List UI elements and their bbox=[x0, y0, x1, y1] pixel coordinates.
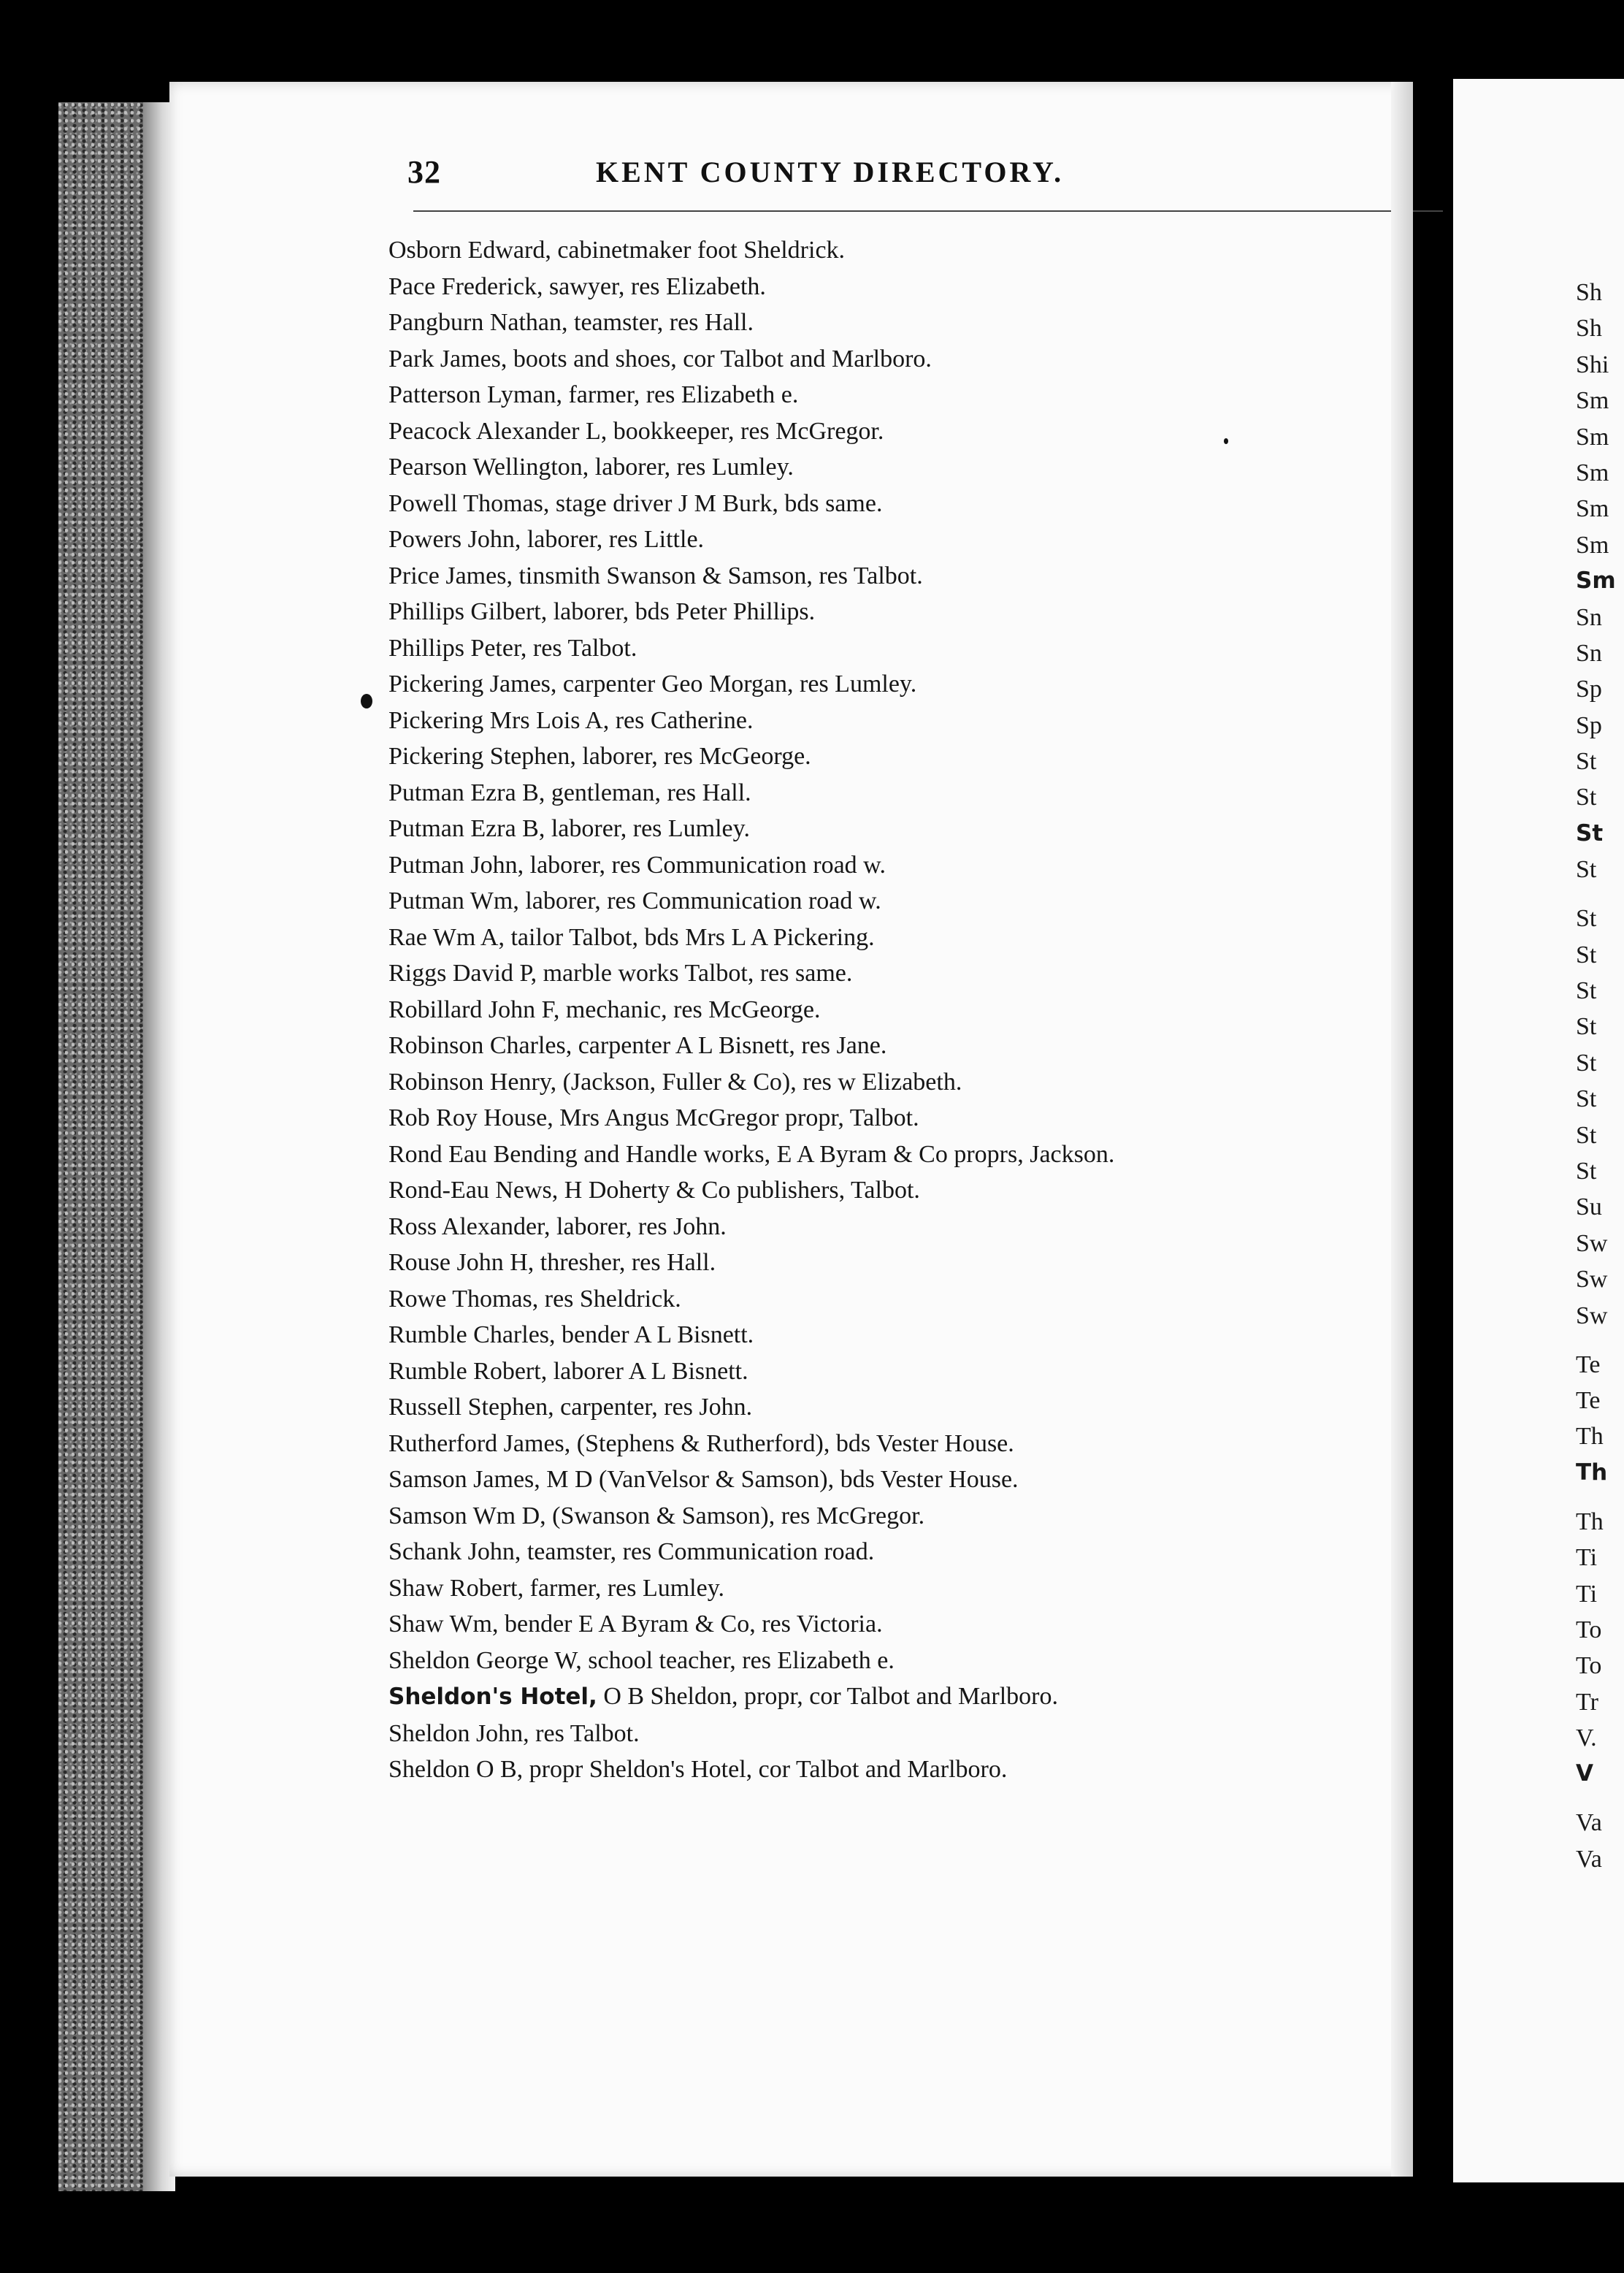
entry-text: Robinson Charles, carpenter A L Bisnett, res Jane. bbox=[388, 1032, 887, 1059]
directory-entries bbox=[388, 232, 1462, 1788]
directory-entry bbox=[388, 341, 1462, 378]
entry-text: Phillips Peter, res Talbot. bbox=[388, 634, 637, 662]
facing-page-fragment-line: Va bbox=[1576, 1809, 1602, 1837]
running-head: KENT COUNTY DIRECTORY. bbox=[596, 156, 1065, 188]
facing-page-fragment-line: Sn bbox=[1576, 603, 1602, 631]
entry-bold-name: Sheldon's Hotel, bbox=[388, 1684, 597, 1710]
directory-entry bbox=[388, 920, 1462, 956]
directory-entry bbox=[388, 1136, 1462, 1173]
entry-text: Park James, boots and shoes, cor Talbot and Marlboro. bbox=[388, 345, 932, 373]
facing-page-fragment-line: Sm bbox=[1576, 459, 1609, 486]
directory-entry bbox=[388, 847, 1462, 884]
directory-entry bbox=[388, 232, 1462, 269]
entry-text: Riggs David P, marble works Talbot, res same. bbox=[388, 960, 853, 987]
facing-page-fragment-line: St bbox=[1576, 784, 1597, 811]
directory-entry bbox=[388, 1426, 1462, 1462]
facing-page-fragment-line: Sw bbox=[1576, 1302, 1608, 1329]
facing-page-fragment-line: V. bbox=[1576, 1724, 1597, 1752]
entry-text: O B Sheldon, propr, cor Talbot and Marlboro. bbox=[603, 1683, 1058, 1710]
facing-page-fragment-line: St bbox=[1576, 905, 1597, 933]
entry-text: Rob Roy House, Mrs Angus McGregor propr, Talbot. bbox=[388, 1104, 919, 1131]
directory-entry bbox=[388, 1100, 1462, 1136]
directory-entry bbox=[388, 883, 1462, 920]
facing-page-fragment-line: Ti bbox=[1576, 1580, 1598, 1608]
directory-entry bbox=[388, 1209, 1462, 1245]
facing-page-fragment-line: St bbox=[1576, 1121, 1597, 1149]
entry-text: Rouse John H, thresher, res Hall. bbox=[388, 1249, 716, 1276]
facing-page-fragment-line: To bbox=[1576, 1652, 1602, 1680]
entry-text: Rond Eau Bending and Handle works, E A Byram & Co proprs, Jackson. bbox=[388, 1140, 1115, 1168]
facing-page-fragment-line: St bbox=[1576, 856, 1597, 884]
directory-entry bbox=[388, 955, 1462, 992]
entry-text: Sheldon O B, propr Sheldon's Hotel, cor Talbot and Marlboro. bbox=[388, 1756, 1008, 1783]
facing-page-fragment-line: St bbox=[1576, 1049, 1597, 1077]
directory-entry bbox=[388, 1716, 1462, 1752]
directory-entry bbox=[388, 522, 1462, 558]
facing-page-fragment-line: St bbox=[1576, 977, 1597, 1005]
facing-page-fragment bbox=[1453, 79, 1624, 2182]
facing-page-fragment-line: Th bbox=[1576, 1508, 1604, 1535]
directory-entry bbox=[388, 703, 1462, 739]
directory-entry bbox=[388, 449, 1462, 486]
facing-page-fragment-line: Sp bbox=[1576, 676, 1602, 703]
entry-text: Pangburn Nathan, teamster, res Hall. bbox=[388, 309, 754, 336]
ink-speck bbox=[1224, 438, 1228, 444]
directory-entry bbox=[388, 1064, 1462, 1101]
facing-page-fragment-line: St bbox=[1576, 1013, 1597, 1041]
entry-text: Pearson Wellington, laborer, res Lumley. bbox=[388, 454, 794, 481]
entry-text: Patterson Lyman, farmer, res Elizabeth e. bbox=[388, 381, 799, 408]
facing-page-fragment-line: Sm bbox=[1576, 387, 1609, 415]
entry-text: Phillips Gilbert, laborer, bds Peter Phillips. bbox=[388, 598, 816, 625]
entry-text: Peacock Alexander L, bookkeeper, res McGregor. bbox=[388, 417, 884, 445]
facing-page-fragment-line: Sh bbox=[1576, 279, 1602, 306]
directory-entry bbox=[388, 666, 1462, 703]
entry-text: Pace Frederick, sawyer, res Elizabeth. bbox=[388, 272, 766, 300]
facing-page-fragment-line: Sh bbox=[1576, 315, 1602, 343]
facing-page-entries bbox=[1576, 275, 1616, 1877]
entry-text: Pickering Stephen, laborer, res McGeorge. bbox=[388, 743, 811, 770]
entry-text: Pickering James, carpenter Geo Morgan, res Lumley. bbox=[388, 671, 917, 698]
directory-entry bbox=[388, 1317, 1462, 1353]
directory-entry bbox=[388, 1172, 1462, 1209]
facing-page-fragment-line: Su bbox=[1576, 1193, 1602, 1221]
facing-page-fragment-line: Sm bbox=[1576, 531, 1609, 559]
entry-text: Samson James, M D (VanVelsor & Samson), bds Vester House. bbox=[388, 1466, 1019, 1493]
directory-entry bbox=[388, 1353, 1462, 1390]
directory-entry bbox=[388, 558, 1462, 595]
directory-page bbox=[169, 82, 1411, 2177]
facing-page-fragment-line: V bbox=[1576, 1760, 1593, 1787]
facing-page-fragment-line: Va bbox=[1576, 1845, 1602, 1873]
entry-text: Powers John, laborer, res Little. bbox=[388, 526, 705, 553]
directory-entry bbox=[388, 486, 1462, 522]
directory-entry bbox=[388, 1245, 1462, 1281]
entry-text: Powell Thomas, stage driver J M Burk, bds same. bbox=[388, 489, 883, 517]
facing-page-fragment-line: Sn bbox=[1576, 639, 1602, 667]
directory-entry bbox=[388, 1534, 1462, 1570]
entry-text: Putman John, laborer, res Communication road w. bbox=[388, 851, 886, 879]
directory-entry bbox=[388, 1498, 1462, 1535]
directory-entry bbox=[388, 630, 1462, 667]
facing-page-fragment-line: Sm bbox=[1576, 423, 1609, 451]
entry-text: Sheldon George W, school teacher, res Elizabeth e. bbox=[388, 1646, 895, 1674]
facing-page-fragment-line: St bbox=[1576, 1085, 1597, 1113]
page-fold-shadow bbox=[1391, 82, 1413, 2177]
entry-text: Price James, tinsmith Swanson & Samson, res Talbot. bbox=[388, 562, 923, 589]
directory-entry bbox=[388, 413, 1462, 450]
directory-entry bbox=[388, 1389, 1462, 1426]
facing-page-fragment-line: Sm bbox=[1576, 495, 1609, 523]
directory-entry bbox=[388, 992, 1462, 1028]
directory-entry bbox=[388, 811, 1462, 847]
entry-text: Rae Wm A, tailor Talbot, bds Mrs L A Pickering. bbox=[388, 923, 875, 951]
facing-page-fragment-line: To bbox=[1576, 1616, 1602, 1643]
entry-text: Rond-Eau News, H Doherty & Co publishers, Talbot. bbox=[388, 1177, 920, 1204]
entry-text: Shaw Wm, bender E A Byram & Co, res Victoria. bbox=[388, 1611, 883, 1638]
directory-entry bbox=[388, 775, 1462, 811]
facing-page-fragment-line: St bbox=[1576, 748, 1597, 776]
entry-text: Robillard John F, mechanic, res McGeorge. bbox=[388, 996, 821, 1023]
page-header bbox=[169, 153, 1411, 197]
facing-page-fragment-line: Sw bbox=[1576, 1229, 1608, 1257]
directory-entry bbox=[388, 1606, 1462, 1643]
directory-entry bbox=[388, 305, 1462, 341]
entry-text: Putman Wm, laborer, res Communication road w. bbox=[388, 887, 881, 914]
directory-entry bbox=[388, 1281, 1462, 1318]
facing-page-fragment-line: Shi bbox=[1576, 351, 1609, 378]
facing-page-fragment-line: Tr bbox=[1576, 1688, 1598, 1716]
facing-page-fragment-line: Sw bbox=[1576, 1266, 1608, 1294]
page-number: 32 bbox=[407, 154, 441, 190]
entry-text: Robinson Henry, (Jackson, Fuller & Co), res w Elizabeth. bbox=[388, 1068, 962, 1096]
directory-entry bbox=[388, 1028, 1462, 1064]
entry-text: Osborn Edward, cabinetmaker foot Sheldrick. bbox=[388, 237, 846, 264]
header-rule bbox=[413, 210, 1443, 212]
directory-entry bbox=[388, 1462, 1462, 1498]
facing-page-fragment-line: Te bbox=[1576, 1351, 1601, 1378]
ink-blot bbox=[361, 694, 372, 708]
entry-text: Rutherford James, (Stephens & Rutherford), bds Vester House. bbox=[388, 1429, 1014, 1457]
directory-entry bbox=[388, 1643, 1462, 1679]
entry-text: Rowe Thomas, res Sheldrick. bbox=[388, 1285, 681, 1313]
directory-entry bbox=[388, 269, 1462, 305]
facing-page-fragment-line: Ti bbox=[1576, 1544, 1598, 1572]
entry-text: Russell Stephen, carpenter, res John. bbox=[388, 1394, 753, 1421]
directory-entry bbox=[388, 1751, 1462, 1788]
facing-page-fragment-line: St bbox=[1576, 1157, 1597, 1185]
directory-entry bbox=[388, 594, 1462, 630]
entry-text: Samson Wm D, (Swanson & Samson), res McGregor. bbox=[388, 1502, 925, 1529]
facing-page-fragment-line: St bbox=[1576, 820, 1604, 847]
facing-page-fragment-line: Sp bbox=[1576, 711, 1602, 739]
entry-text: Putman Ezra B, laborer, res Lumley. bbox=[388, 815, 750, 842]
directory-entry bbox=[388, 377, 1462, 413]
entry-text: Schank John, teamster, res Communication road. bbox=[388, 1538, 875, 1565]
entry-text: Pickering Mrs Lois A, res Catherine. bbox=[388, 706, 754, 734]
entry-text: Rumble Charles, bender A L Bisnett. bbox=[388, 1321, 754, 1348]
directory-entry bbox=[388, 1678, 1462, 1716]
facing-page-fragment-line: Th bbox=[1576, 1459, 1608, 1486]
entry-text: Sheldon John, res Talbot. bbox=[388, 1719, 640, 1747]
directory-entry bbox=[388, 738, 1462, 775]
directory-entry bbox=[388, 1570, 1462, 1607]
facing-page-fragment-line: St bbox=[1576, 941, 1597, 969]
facing-page-fragment-line: Sm bbox=[1576, 568, 1616, 595]
facing-page-fragment-line: Th bbox=[1576, 1423, 1604, 1451]
facing-page-fragment-line: Te bbox=[1576, 1386, 1601, 1414]
entry-text: Ross Alexander, laborer, res John. bbox=[388, 1212, 727, 1240]
entry-text: Putman Ezra B, gentleman, res Hall. bbox=[388, 779, 751, 806]
entry-text: Rumble Robert, laborer A L Bisnett. bbox=[388, 1357, 748, 1385]
entry-text: Shaw Robert, farmer, res Lumley. bbox=[388, 1574, 725, 1602]
